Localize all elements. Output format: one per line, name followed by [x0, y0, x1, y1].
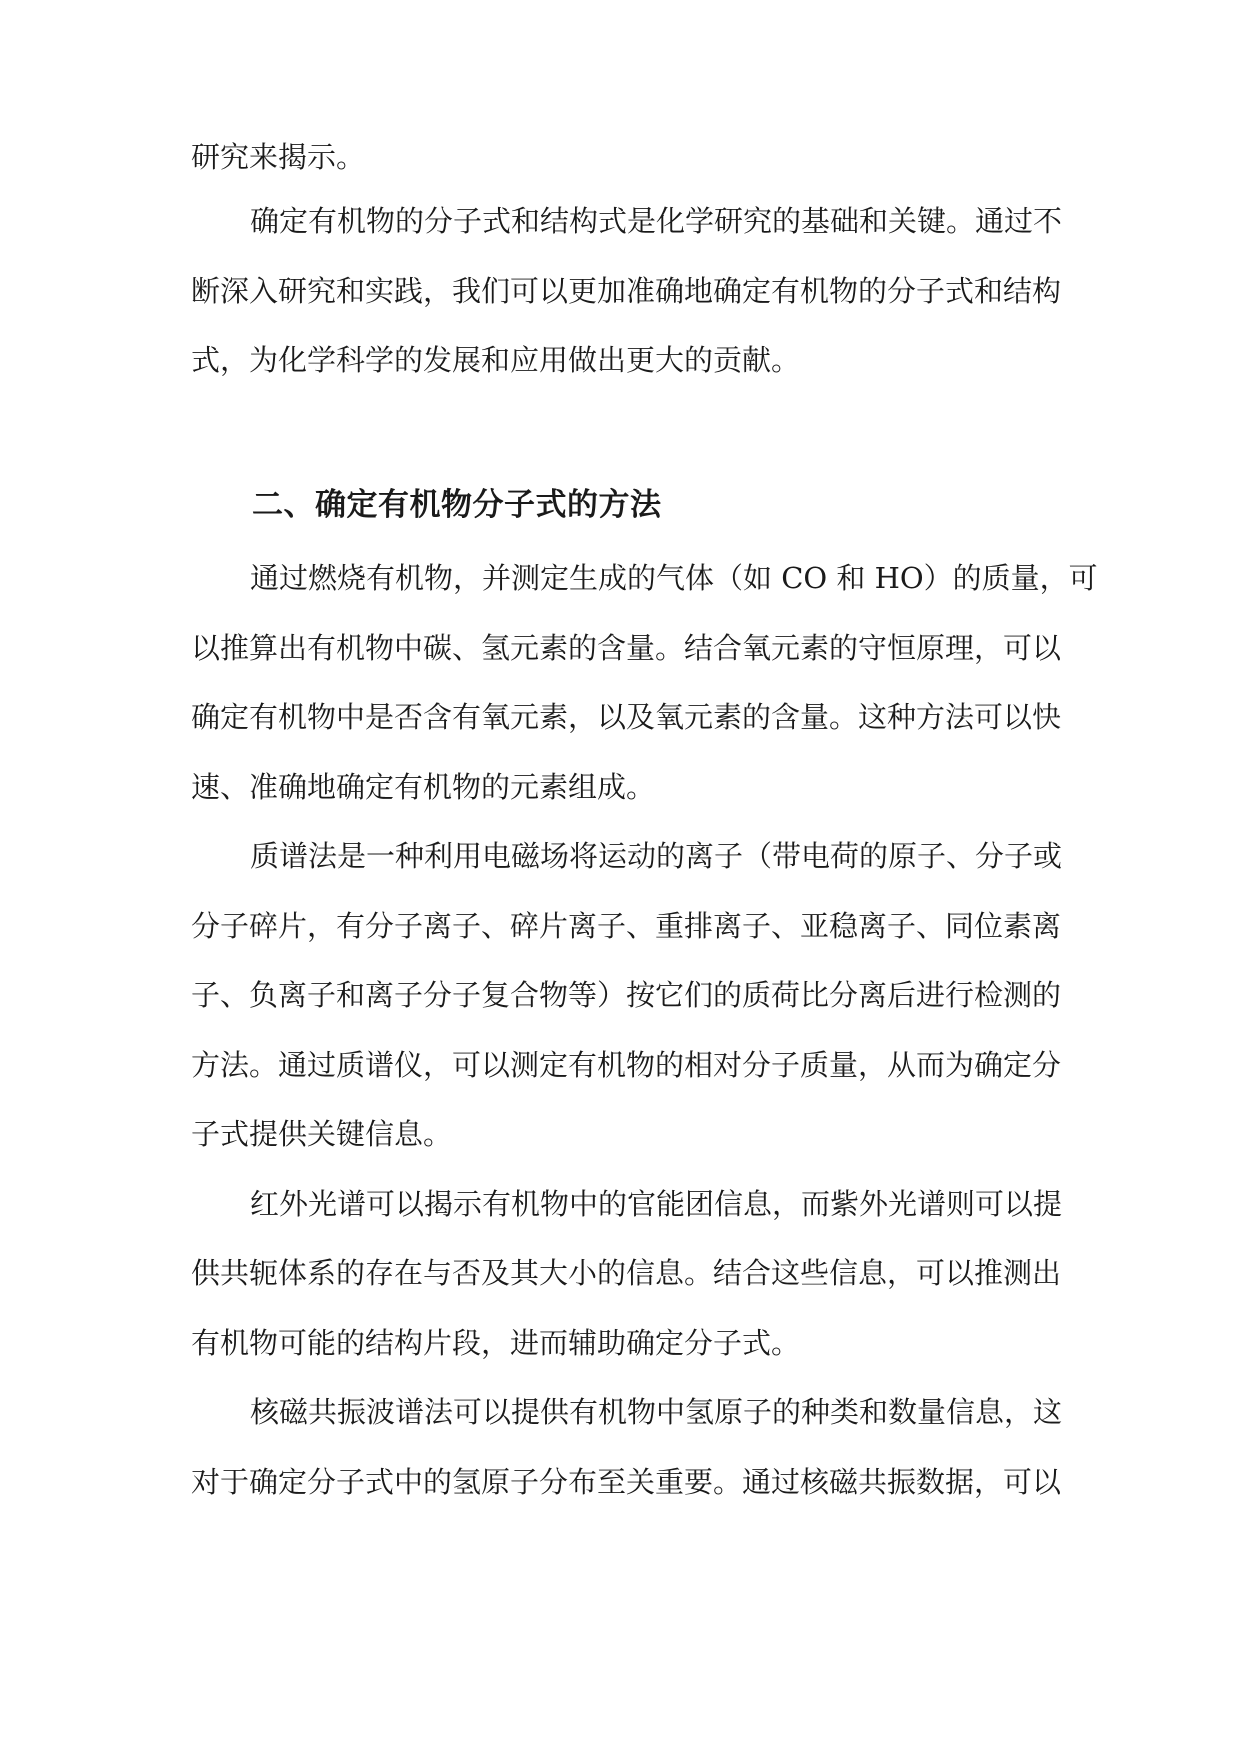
- paragraph-line: 有机物可能的结构片段，进而辅助确定分子式。: [191, 1326, 801, 1360]
- paragraph-line: 红外光谱可以揭示有机物中的官能团信息，而紫外光谱则可以提: [250, 1187, 1063, 1221]
- paragraph-line: 断深入研究和实践，我们可以更加准确地确定有机物的分子式和结构: [191, 274, 1062, 308]
- paragraph-line: 对于确定分子式中的氢原子分布至关重要。通过核磁共振数据，可以: [191, 1465, 1062, 1499]
- paragraph-line: 研究来揭示。: [191, 140, 366, 174]
- paragraph-line: 以推算出有机物中碳、氢元素的含量。结合氧元素的守恒原理，可以: [191, 631, 1062, 665]
- paragraph-line: 确定有机物中是否含有氧元素，以及氧元素的含量。这种方法可以快: [191, 700, 1062, 734]
- section-heading: 二、确定有机物分子式的方法: [252, 487, 662, 523]
- paragraph-line: 分子碎片，有分子离子、碎片离子、重排离子、亚稳离子、同位素离: [191, 909, 1062, 943]
- paragraph-line: 式，为化学科学的发展和应用做出更大的贡献。: [191, 343, 801, 377]
- paragraph-line: 供共轭体系的存在与否及其大小的信息。结合这些信息，可以推测出: [191, 1256, 1062, 1290]
- paragraph-line: 核磁共振波谱法可以提供有机物中氢原子的种类和数量信息，这: [250, 1395, 1063, 1429]
- paragraph-line: 通过燃烧有机物，并测定生成的气体（如 CO 和 HO）的质量，可: [250, 561, 1098, 595]
- paragraph-line: 速、准确地确定有机物的元素组成。: [191, 770, 656, 804]
- paragraph-line: 方法。通过质谱仪，可以测定有机物的相对分子质量，从而为确定分: [191, 1048, 1062, 1082]
- paragraph-line: 质谱法是一种利用电磁场将运动的离子（带电荷的原子、分子或: [250, 839, 1063, 873]
- paragraph-line: 子式提供关键信息。: [191, 1117, 453, 1151]
- paragraph-line: 确定有机物的分子式和结构式是化学研究的基础和关键。通过不: [250, 204, 1063, 238]
- paragraph-line: 子、负离子和离子分子复合物等）按它们的质荷比分离后进行检测的: [191, 978, 1062, 1012]
